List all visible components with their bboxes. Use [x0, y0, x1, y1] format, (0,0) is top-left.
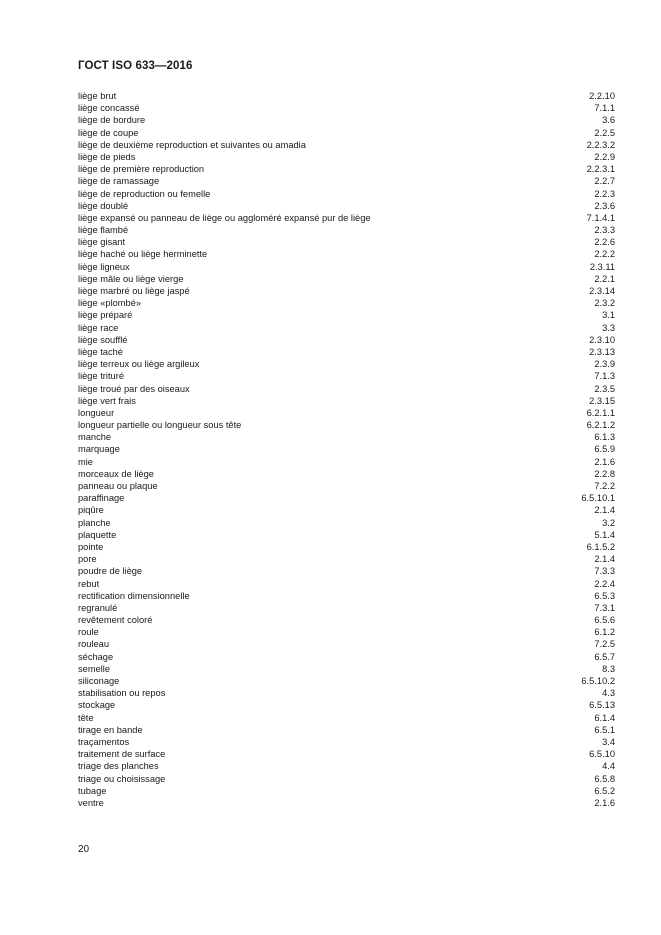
index-reference: 2.3.14	[589, 286, 615, 296]
index-reference: 7.3.1	[594, 602, 615, 613]
index-entry	[78, 334, 615, 346]
index-entry	[78, 163, 615, 175]
index-entry	[78, 590, 615, 602]
index-term: tête	[78, 712, 94, 723]
index-entry	[78, 395, 615, 407]
index-entry	[78, 785, 615, 797]
index-reference: 2.3.3	[594, 225, 615, 236]
index-entry	[78, 614, 615, 626]
index-entry	[78, 297, 615, 309]
index-entry	[78, 748, 615, 760]
index-term: liège de coupe	[78, 127, 139, 138]
index-reference: 2.2.7	[594, 176, 615, 187]
index-reference: 3.6	[602, 115, 615, 126]
index-term: rectification dimensionnelle	[78, 590, 190, 601]
index-term: liège brut	[78, 91, 117, 101]
index-term: semelle	[78, 663, 111, 674]
index-reference: 7.2.5	[594, 639, 615, 650]
index-entry	[78, 261, 615, 273]
index-reference: 6.5.10.2	[581, 676, 615, 686]
index-entry	[78, 468, 615, 480]
index-reference: 6.2.1.2	[586, 420, 615, 431]
index-reference: 7.1.3	[594, 371, 615, 382]
index-entry	[78, 285, 615, 297]
index-reference: 6.5.1	[594, 724, 615, 735]
index-reference: 2.1.6	[594, 456, 615, 467]
index-term: revêtement coloré	[78, 615, 153, 626]
index-entry	[78, 626, 615, 638]
index-term: liège de reproduction ou femelle	[78, 188, 211, 199]
index-term: liège gisant	[78, 237, 126, 248]
index-term: rebut	[78, 578, 100, 589]
index-entry	[78, 736, 615, 748]
index-entry	[78, 248, 615, 260]
page-number: 20	[78, 844, 90, 855]
index-term: liège expansé ou panneau de liège ou aggloméré expansé pur de liège	[78, 212, 371, 223]
index-term: plaquette	[78, 529, 117, 540]
index-reference: 3.3	[602, 322, 615, 333]
index-reference: 2.3.9	[594, 359, 615, 370]
index-reference: 2.2.9	[594, 151, 615, 162]
index-entry	[78, 724, 615, 736]
index-entry	[78, 504, 615, 516]
index-reference: 6.2.1.1	[586, 407, 615, 418]
index-entry	[78, 675, 615, 687]
index-term: liège vert frais	[78, 395, 136, 406]
index-entry	[78, 322, 615, 334]
index-entry	[78, 224, 615, 236]
index-term: liège mâle ou liège vierge	[78, 273, 184, 284]
index-reference: 6.5.6	[594, 615, 615, 626]
index-term: liège trituré	[78, 371, 124, 382]
index-reference: 2.3.15	[589, 395, 615, 406]
index-entry	[78, 431, 615, 443]
index-entry	[78, 114, 615, 126]
index-term: mie	[78, 456, 93, 467]
index-entry	[78, 212, 615, 224]
index-term: marquage	[78, 444, 120, 455]
index-entry	[78, 443, 615, 455]
index-entry	[78, 419, 615, 431]
index-reference: 2.1.6	[594, 797, 615, 808]
index-reference: 6.1.2	[594, 627, 615, 638]
index-reference: 2.2.3.1	[586, 164, 615, 175]
index-reference: 7.1.1	[594, 103, 615, 114]
index-reference: 7.3.3	[594, 566, 615, 577]
index-reference: 4.3	[602, 688, 615, 699]
index-entry	[78, 90, 615, 102]
index-reference: 2.2.6	[594, 237, 615, 248]
index-entry	[78, 797, 615, 809]
index-reference: 6.5.10.1	[581, 493, 615, 504]
index-entry	[78, 760, 615, 772]
index-term: liège flambé	[78, 225, 129, 236]
index-reference: 8.3	[602, 663, 615, 674]
index-term: longueur	[78, 407, 115, 418]
index-entry	[78, 346, 615, 358]
index-reference: 2.2.10	[589, 91, 615, 101]
index-term: liège troué par des oiseaux	[78, 383, 190, 394]
index-term: stockage	[78, 700, 116, 711]
index-term: liège «plombé»	[78, 298, 142, 309]
index-term: tirage en bande	[78, 724, 143, 735]
index-reference: 2.1.4	[594, 554, 615, 565]
index-term: liège doublé	[78, 200, 129, 211]
index-reference: 6.5.9	[594, 444, 615, 455]
index-reference: 2.2.2	[594, 249, 615, 260]
index-entry	[78, 139, 615, 151]
index-entry	[78, 127, 615, 139]
index-entry	[78, 358, 615, 370]
index-reference: 2.2.3	[594, 188, 615, 199]
index-entry	[78, 699, 615, 711]
index-reference: 2.2.5	[594, 127, 615, 138]
index-term: triage des planches	[78, 761, 159, 772]
index-reference: 6.5.3	[594, 590, 615, 601]
index-term: liège haché ou liège herminette	[78, 249, 208, 260]
index-reference: 2.3.5	[594, 383, 615, 394]
index-entry	[78, 456, 615, 468]
index-reference: 2.3.11	[589, 261, 615, 272]
index-term: pointe	[78, 541, 104, 552]
index-term: roule	[78, 627, 99, 638]
index-term: traitement de surface	[78, 749, 166, 760]
index-entry	[78, 200, 615, 212]
index-entry	[78, 407, 615, 419]
index-reference: 2.2.4	[594, 578, 615, 589]
index-reference: 6.5.10	[589, 749, 615, 760]
index-reference: 6.1.5.2	[586, 541, 615, 552]
index-entry	[78, 712, 615, 724]
index-term: ventre	[78, 797, 104, 808]
index-entry	[78, 565, 615, 577]
index-term: liège marbré ou liège jaspé	[78, 286, 190, 296]
index-reference: 5.1.4	[594, 529, 615, 540]
index-term: stabilisation ou repos	[78, 688, 166, 699]
index-term: regranulé	[78, 602, 118, 613]
index-reference: 6.5.13	[589, 700, 615, 711]
index-reference: 3.2	[602, 517, 615, 528]
index-reference: 6.1.4	[594, 712, 615, 723]
index-entry	[78, 480, 615, 492]
index-entry	[78, 602, 615, 614]
index-reference: 2.3.2	[594, 298, 615, 309]
index-entry	[78, 651, 615, 663]
index-entry	[78, 175, 615, 187]
index-entry	[78, 773, 615, 785]
index-entry	[78, 370, 615, 382]
index-term: panneau ou plaque	[78, 481, 158, 491]
index-reference: 6.5.7	[594, 651, 615, 662]
index-reference: 2.2.8	[594, 468, 615, 479]
index-entry	[78, 236, 615, 248]
index-term: pore	[78, 554, 97, 565]
index-term: liège préparé	[78, 310, 133, 321]
index-entry	[78, 517, 615, 529]
index-term: liège ligneux	[78, 261, 130, 272]
index-term: liège de bordure	[78, 115, 146, 126]
index-reference: 2.1.4	[594, 505, 615, 516]
index-term: liège de ramassage	[78, 176, 160, 187]
index-reference: 3.1	[602, 310, 615, 321]
index-entry	[78, 102, 615, 114]
index-entry	[78, 553, 615, 565]
index-term: tubage	[78, 785, 107, 796]
index-term: piqûre	[78, 505, 104, 516]
index-term: liège soufflé	[78, 334, 128, 345]
index-entry	[78, 383, 615, 395]
index-term: liège terreux ou liège argileux	[78, 359, 200, 370]
index-reference: 6.5.2	[594, 785, 615, 796]
index-term: liège de première reproduction	[78, 164, 205, 175]
index-term: triage ou choisissage	[78, 773, 166, 784]
index-entry	[78, 663, 615, 675]
index-entry	[78, 309, 615, 321]
index-entry	[78, 529, 615, 541]
index-entry	[78, 638, 615, 650]
index-reference: 4.4	[602, 761, 615, 772]
index-entry	[78, 492, 615, 504]
index-entry	[78, 188, 615, 200]
index-entry	[78, 541, 615, 553]
index-reference: 6.1.3	[594, 432, 615, 443]
index-term: longueur partielle ou longueur sous tête	[78, 420, 242, 431]
index-entry	[78, 578, 615, 590]
index-term: planche	[78, 517, 111, 528]
index-reference: 3.4	[602, 736, 615, 747]
index-entry	[78, 151, 615, 163]
document-header: ГОСТ ISO 633—2016	[78, 60, 193, 72]
index-reference: 2.2.1	[594, 273, 615, 284]
index-reference: 2.3.6	[594, 200, 615, 211]
index-list	[78, 90, 615, 809]
index-term: liège de deuxième reproduction et suivantes ou amadia	[78, 139, 306, 150]
index-entry	[78, 687, 615, 699]
index-reference: 2.3.13	[589, 346, 615, 357]
index-term: liège de pieds	[78, 151, 136, 162]
index-term: morceaux de liège	[78, 468, 154, 479]
index-entry	[78, 273, 615, 285]
index-reference: 7.2.2	[594, 481, 615, 491]
index-term: séchage	[78, 651, 114, 662]
index-term: siliconage	[78, 676, 120, 686]
index-term: liège taché	[78, 346, 123, 357]
index-term: paraffinage	[78, 493, 125, 504]
index-reference: 7.1.4.1	[586, 212, 615, 223]
index-term: manche	[78, 432, 112, 443]
index-term: poudre de liège	[78, 566, 143, 577]
index-reference: 2.2.3.2	[586, 139, 615, 150]
index-term: traçamentos	[78, 736, 130, 747]
index-term: liège race	[78, 322, 119, 333]
index-term: rouleau	[78, 639, 110, 650]
index-term: liège concassé	[78, 103, 140, 114]
index-reference: 2.3.10	[589, 334, 615, 345]
index-reference: 6.5.8	[594, 773, 615, 784]
